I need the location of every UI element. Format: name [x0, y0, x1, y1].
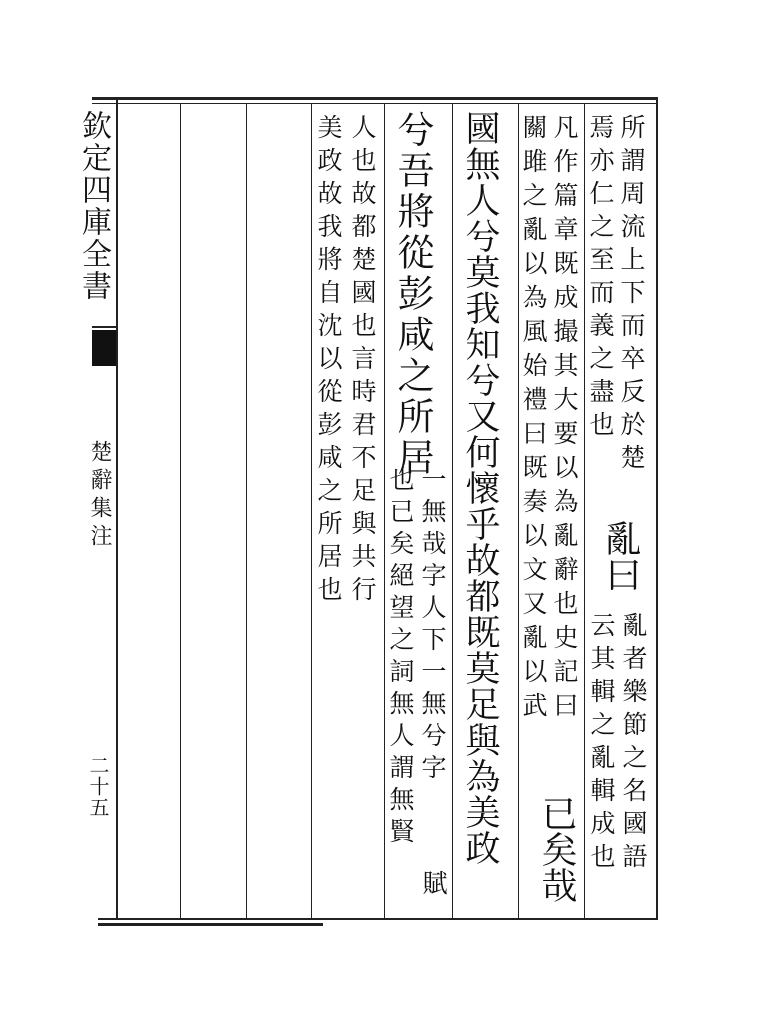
text-column: 關雎之亂以為風始禮曰既奏以文又亂以武 — [519, 114, 548, 726]
text-column: 也已矣絕望之詞無人謂無賢 — [386, 466, 415, 850]
text-column: 賦 — [419, 870, 448, 903]
text-column: 已矣哉 — [536, 795, 577, 903]
fishtail-mark — [92, 330, 116, 366]
column-rule — [452, 104, 453, 918]
text-column: 所謂周流上下而卒反於楚 — [617, 114, 646, 477]
fishtail-line — [92, 326, 116, 328]
bottom-border — [98, 918, 658, 920]
column-rule — [180, 104, 181, 918]
page-number: 二十五 — [86, 755, 110, 818]
text-column: 美政故我將自沈以從彭咸之所居也 — [314, 114, 343, 609]
text-column: 亂曰 — [600, 520, 641, 592]
text-column: 凡作篇章既成撮其大要以為亂辭也史記曰 — [550, 114, 579, 726]
text-column: 云其輯之亂輯成也 — [587, 612, 616, 876]
gutter-right-line — [116, 100, 118, 920]
right-border — [656, 97, 658, 920]
top-border — [92, 97, 657, 100]
column-rule — [246, 104, 247, 918]
text-column: 焉亦仁之至而義之盡也 — [586, 114, 615, 444]
text-column: 國無人兮莫我知兮又何懷乎故都既莫足與為美政 — [460, 110, 500, 866]
column-rule — [584, 104, 585, 918]
spine-title: 欽定四庫全書 — [76, 110, 111, 302]
text-column: 一無哉字人下一無兮字 — [418, 466, 447, 786]
top-border-inner — [92, 103, 657, 104]
text-column: 亂者樂節之名國語 — [619, 612, 648, 876]
bottom-border-outer — [98, 923, 323, 926]
column-rule — [311, 104, 312, 918]
column-rule — [384, 104, 385, 918]
text-column: 人也故都楚國也言時君不足與共行 — [348, 114, 377, 609]
book-title: 楚辭集注 — [87, 440, 112, 552]
text-column: 兮吾將從彭咸之所居 — [391, 110, 434, 479]
